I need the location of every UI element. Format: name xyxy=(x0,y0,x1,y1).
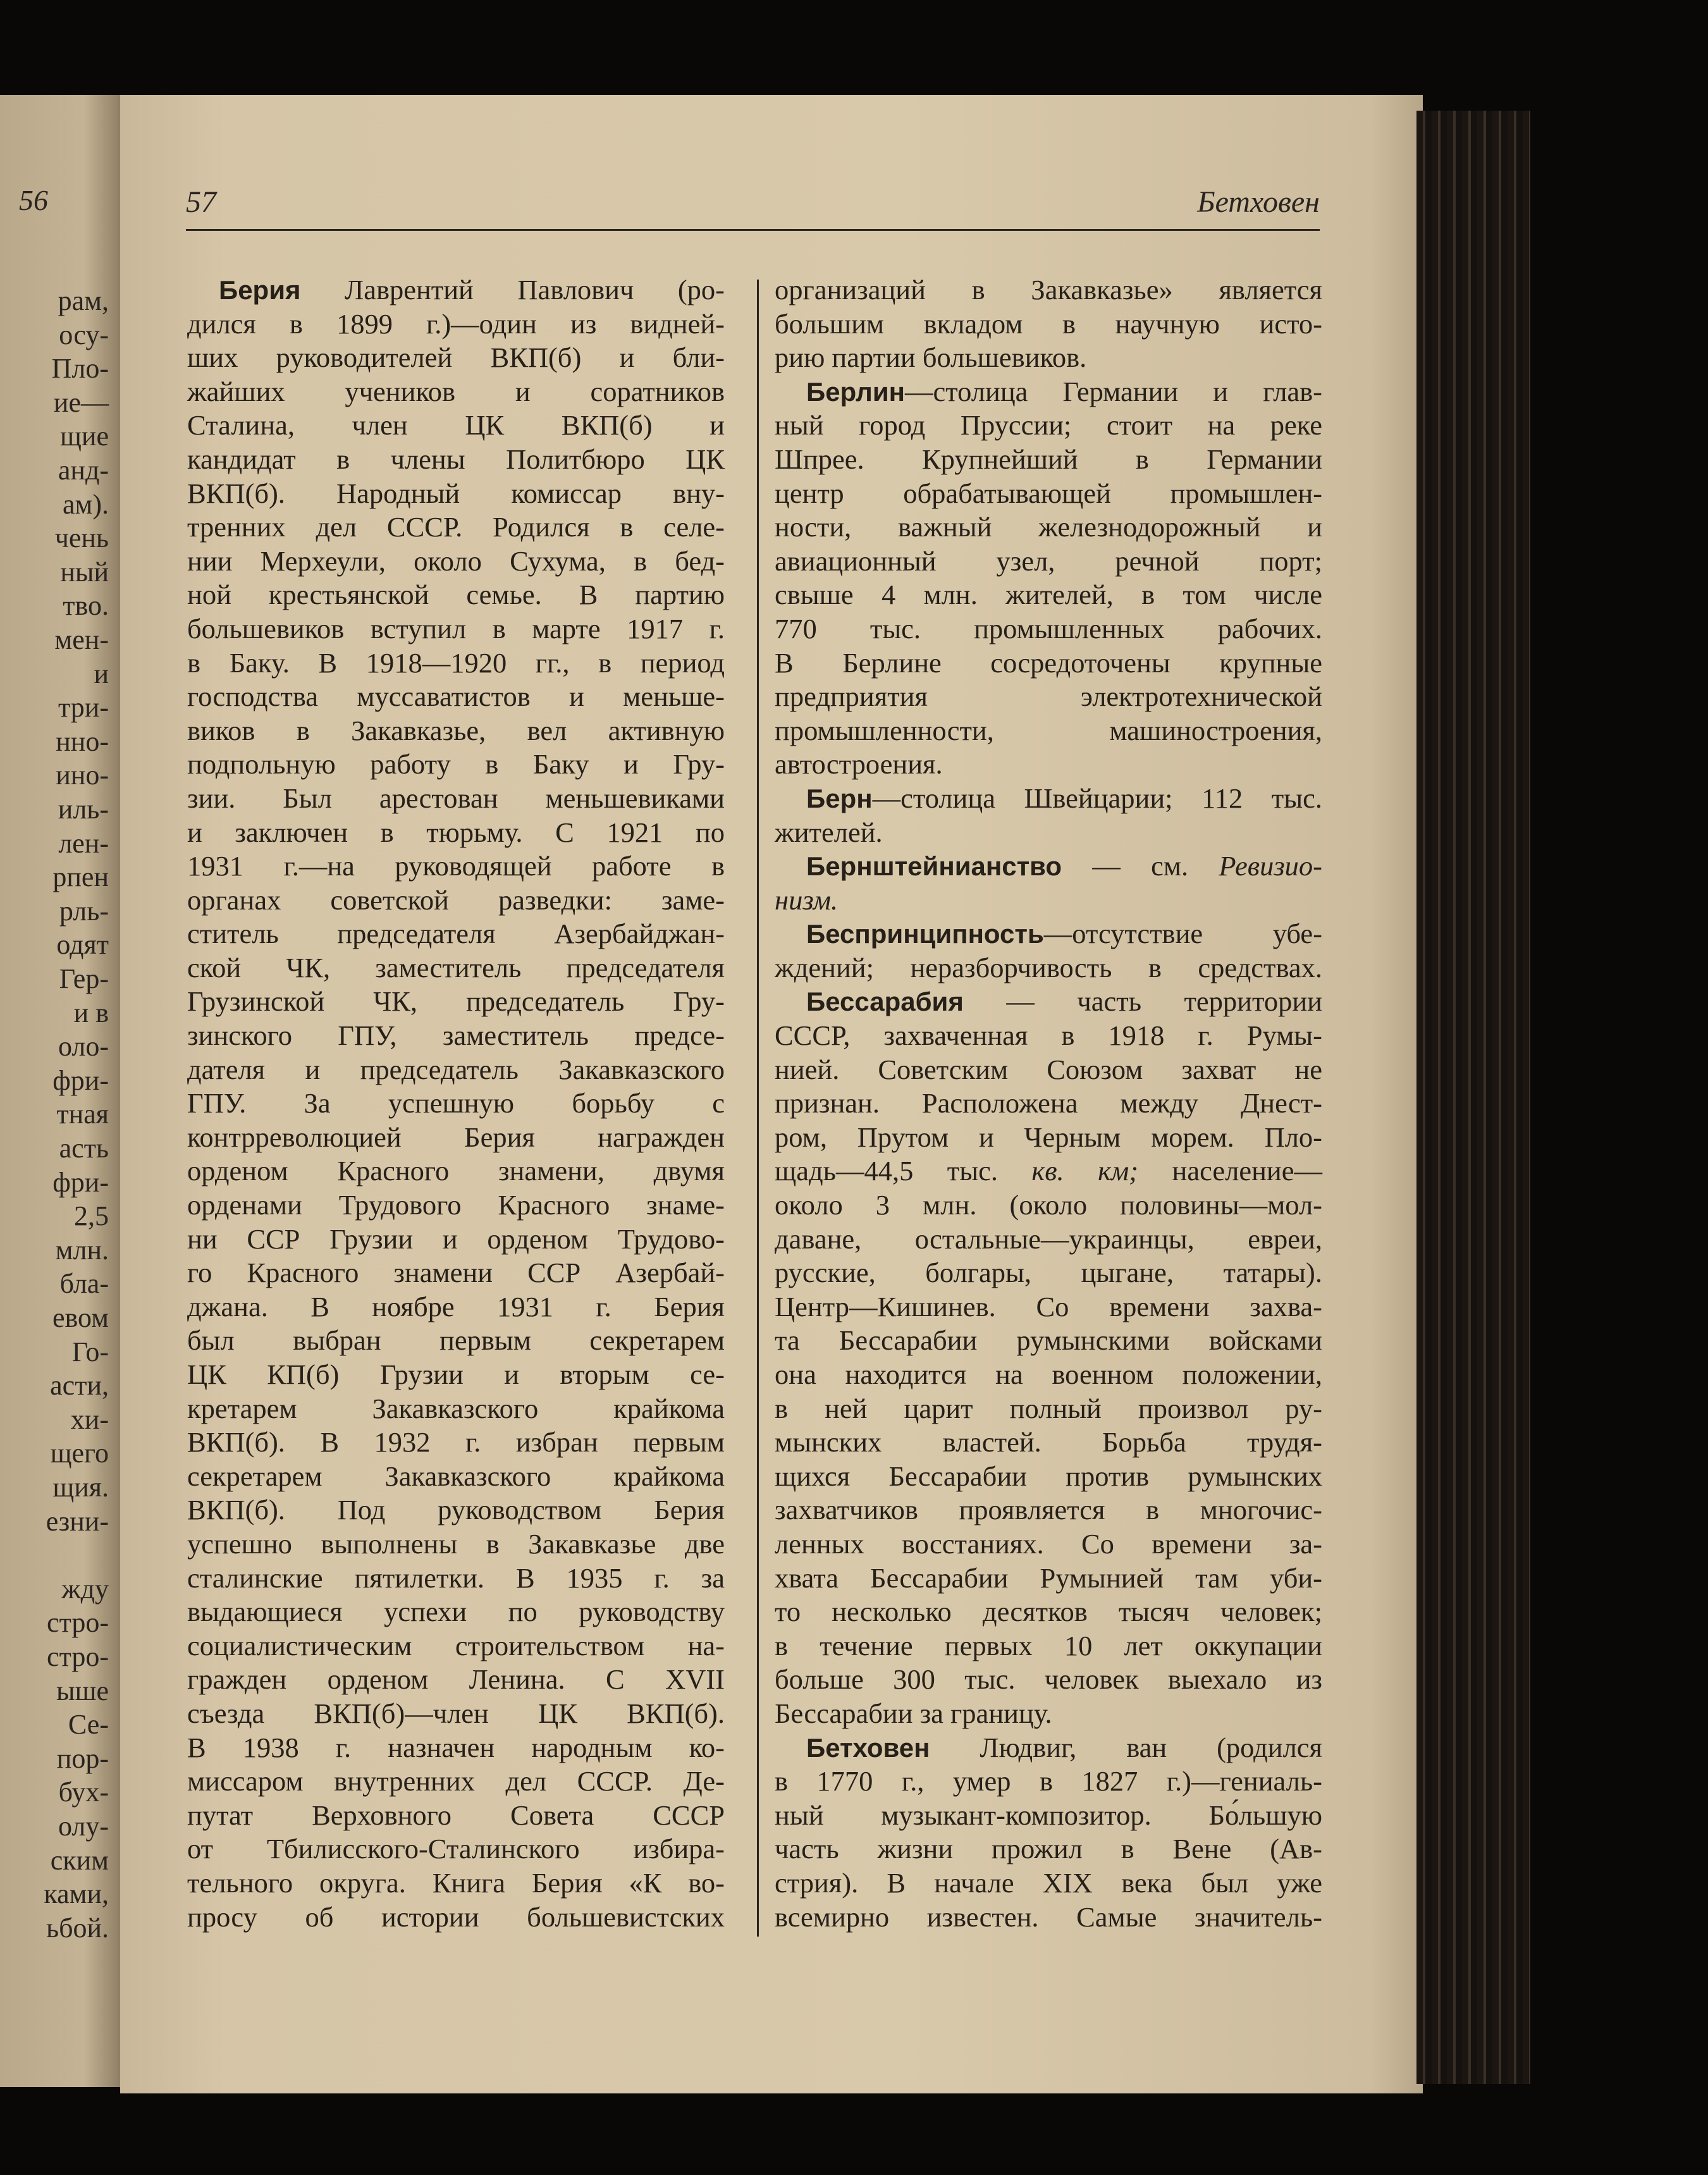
line-text: го Красного знамени ССР Азербай- xyxy=(187,1257,725,1289)
previous-page-fragment: одят xyxy=(56,929,109,961)
line-text: нии Мерхеули, около Сухума, в бед- xyxy=(187,545,725,577)
header-word: Бетховен xyxy=(1197,185,1320,219)
text-line xyxy=(775,917,1322,951)
text-line xyxy=(187,1663,725,1697)
line-text: русские, болгары, цыгане, татары). xyxy=(775,1257,1322,1289)
text-line xyxy=(775,1629,1322,1663)
line-text: Грузинской ЧК, председатель Гру- xyxy=(187,985,725,1018)
line-text: авиационный узел, речной порт; xyxy=(775,545,1322,577)
line-text: ВКП(б). В 1932 г. избран первым xyxy=(187,1426,725,1458)
previous-page-fragment: осу- xyxy=(59,319,109,350)
text-line xyxy=(187,646,725,681)
line-text: признан. Расположена между Днест- xyxy=(775,1087,1322,1119)
text-line xyxy=(187,1053,725,1087)
previous-page-fragment: три- xyxy=(58,692,109,724)
line-text: ГПУ. За успешную борьбу с xyxy=(187,1087,725,1119)
text-line xyxy=(187,680,725,714)
text-line xyxy=(775,1188,1322,1223)
line-text: промышленности, машиностроения, xyxy=(775,714,1322,746)
line-text: ждений; неразборчивость в средствах. xyxy=(775,951,1322,983)
previous-page-fragment: щего xyxy=(50,1438,109,1469)
line-text: щадь—44,5 тыс. xyxy=(775,1155,1032,1187)
previous-page-fragment: пор- xyxy=(56,1742,109,1774)
text-line xyxy=(187,477,725,511)
line-text: большим вкладом в научную исто- xyxy=(775,307,1322,340)
previous-page-fragment: ино- xyxy=(56,760,109,791)
previous-page-fragment: жду xyxy=(61,1573,109,1605)
text-line xyxy=(187,1595,725,1629)
line-text: органах советской разведки: заме- xyxy=(187,884,725,916)
text-line xyxy=(187,849,725,884)
line-text: выдающиеся успехи по руководству xyxy=(187,1596,725,1628)
left-column xyxy=(187,273,725,1934)
text-line xyxy=(775,273,1322,307)
text-line xyxy=(775,1595,1322,1629)
italic-text: Ревизио- xyxy=(1219,850,1322,882)
italic-text: кв. км; xyxy=(1031,1155,1139,1187)
text-line xyxy=(187,1392,725,1426)
text-line xyxy=(775,443,1322,477)
text-line xyxy=(775,1799,1322,1833)
line-text: кретарем Закавказского крайкома xyxy=(187,1392,725,1424)
line-text: от Тбилисского-Сталинского избира- xyxy=(187,1833,725,1865)
line-text: ВКП(б). Народный комиссар вну- xyxy=(187,477,725,509)
line-text: больше 300 тыс. человек выехало из xyxy=(775,1663,1322,1696)
previous-page-fragment: бух- xyxy=(58,1777,109,1808)
text-line xyxy=(775,782,1322,816)
line-text: около 3 млн. (около половины—мол- xyxy=(775,1189,1322,1221)
text-line xyxy=(187,510,725,545)
line-text: Сталина, член ЦК ВКП(б) и xyxy=(187,409,725,441)
text-line xyxy=(775,1663,1322,1697)
previous-page-fragment: асти, xyxy=(50,1370,109,1402)
text-line xyxy=(775,1290,1322,1324)
previous-page-fragment: ьбой. xyxy=(46,1912,109,1944)
line-text: кандидат в члены Политбюро ЦК xyxy=(187,443,725,475)
line-text: дился в 1899 г.)—один из видней- xyxy=(187,307,725,340)
text-line xyxy=(775,951,1322,985)
text-line xyxy=(775,1324,1322,1358)
text-line xyxy=(775,1019,1322,1053)
text-line xyxy=(187,1562,725,1596)
text-line xyxy=(187,1460,725,1494)
line-text: большевиков вступил в марте 1917 г. xyxy=(187,612,725,644)
text-line xyxy=(187,273,725,307)
text-line xyxy=(187,1358,725,1392)
line-text: подпольную работу в Баку и Гру- xyxy=(187,748,725,780)
text-line xyxy=(187,748,725,782)
text-line xyxy=(187,985,725,1019)
text-line xyxy=(187,1527,725,1562)
previous-page-fragment: лен- xyxy=(58,827,109,859)
text-line xyxy=(775,1053,1322,1087)
entry-headword: Бернштейнианство xyxy=(806,851,1062,882)
line-text: ром, Прутом и Черным морем. Пло- xyxy=(775,1121,1322,1153)
line-text: тельного округа. Книга Берия «К во- xyxy=(187,1866,725,1899)
text-line xyxy=(187,951,725,985)
text-line xyxy=(775,1697,1322,1731)
line-text: ленных восстаниях. Со времени за- xyxy=(775,1527,1322,1560)
text-line xyxy=(775,578,1322,612)
text-line xyxy=(187,1901,725,1935)
line-text: нией. Советским Союзом захват не xyxy=(775,1053,1322,1085)
text-line xyxy=(187,1223,725,1257)
line-text: автостроения. xyxy=(775,748,943,780)
column-divider xyxy=(757,280,759,1937)
previous-page-fragment: асть xyxy=(59,1133,109,1164)
line-text: свыше 4 млн. жителей, в том числе xyxy=(775,579,1322,611)
text-line xyxy=(187,1629,725,1663)
text-line xyxy=(187,307,725,342)
previous-page-fragment: щие xyxy=(60,421,109,452)
previous-page-fragment: евом xyxy=(52,1302,109,1333)
text-line xyxy=(775,1901,1322,1935)
text-line xyxy=(775,884,1322,918)
text-line xyxy=(775,1832,1322,1866)
text-line xyxy=(187,1731,725,1765)
previous-page-fragment: мен- xyxy=(54,624,109,655)
text-line xyxy=(187,1426,725,1460)
line-text: ной крестьянской семье. В партию xyxy=(187,579,725,611)
previous-page-fragment: тная xyxy=(56,1099,109,1130)
text-line xyxy=(187,1290,725,1324)
line-text: зии. Был арестован меньшевиками xyxy=(187,782,725,814)
previous-page-fragment: рль- xyxy=(59,895,109,927)
line-text: Лаврентий Павлович (ро- xyxy=(300,274,725,305)
previous-page-fragment: щия. xyxy=(52,1472,109,1503)
text-line xyxy=(775,1121,1322,1155)
text-line xyxy=(775,1866,1322,1901)
previous-page-fragment: иль- xyxy=(58,794,109,825)
line-text: в течение первых 10 лет оккупации xyxy=(775,1629,1322,1661)
line-text: жайших учеников и соратников xyxy=(187,375,725,407)
text-line xyxy=(187,1154,725,1188)
line-text: всемирно известен. Самые значитель- xyxy=(775,1901,1322,1933)
text-line xyxy=(775,409,1322,443)
text-line xyxy=(187,1256,725,1290)
previous-page-fragment: Се- xyxy=(68,1709,109,1741)
text-line xyxy=(187,1765,725,1799)
text-line xyxy=(187,884,725,918)
line-text: дателя и председатель Закавказского xyxy=(187,1053,725,1085)
line-text: предприятия электротехнической xyxy=(775,681,1322,713)
line-text: и заключен в тюрьму. С 1921 по xyxy=(187,816,725,848)
text-line xyxy=(775,1527,1322,1562)
text-line xyxy=(775,341,1322,375)
line-text: социалистическим строительством на- xyxy=(187,1629,725,1661)
line-text: Центр—Кишинев. Со времени захва- xyxy=(775,1290,1322,1322)
line-text: ЦК КП(б) Грузии и вторым се- xyxy=(187,1359,725,1390)
previous-page-fragment: чень xyxy=(54,522,109,554)
line-text: орденами Трудового Красного знаме- xyxy=(187,1189,725,1221)
text-line xyxy=(775,1493,1322,1527)
text-line xyxy=(187,612,725,646)
text-line xyxy=(187,443,725,477)
text-line xyxy=(775,1223,1322,1257)
text-line xyxy=(775,1358,1322,1392)
previous-page-fragment: ам). xyxy=(62,488,109,520)
previous-page-fragment: бла- xyxy=(59,1268,109,1300)
previous-page-fragment: 2,5 xyxy=(74,1200,109,1232)
previous-page-fragment: Го- xyxy=(71,1336,109,1367)
text-line xyxy=(775,646,1322,681)
previous-page-fragment: фри- xyxy=(52,1064,109,1096)
text-line xyxy=(187,1832,725,1866)
line-text: — часть территории xyxy=(963,985,1322,1018)
text-line xyxy=(187,1087,725,1121)
text-line xyxy=(187,816,725,850)
running-head xyxy=(186,185,1320,223)
line-text: жителей. xyxy=(775,816,883,848)
line-text: сталинские пятилетки. В 1935 г. за xyxy=(187,1562,725,1594)
text-line xyxy=(775,1087,1322,1121)
text-line xyxy=(187,1799,725,1833)
text-line xyxy=(775,1256,1322,1290)
line-text: ный музыкант-композитор. Бо́льшую xyxy=(775,1799,1322,1831)
line-text: — см. xyxy=(1062,850,1219,882)
text-line xyxy=(187,1121,725,1155)
previous-page-number: 56 xyxy=(19,184,48,216)
previous-page-fragment: езни- xyxy=(46,1505,109,1537)
line-text: СССР, захваченная в 1918 г. Румы- xyxy=(775,1020,1322,1052)
text-line xyxy=(187,714,725,748)
text-line xyxy=(775,510,1322,545)
line-text: та Бессарабии румынскими войсками xyxy=(775,1324,1322,1357)
previous-page-fragment: ный xyxy=(60,556,109,588)
line-text: население— xyxy=(1138,1155,1322,1187)
entry-headword: Берия xyxy=(219,275,301,305)
text-line xyxy=(775,477,1322,511)
line-text: секретарем Закавказского крайкома xyxy=(187,1460,725,1492)
previous-page-fragment: хи- xyxy=(70,1403,109,1435)
entry-headword: Берн xyxy=(806,783,873,813)
line-text: мынских властей. Борьба трудя- xyxy=(775,1426,1322,1458)
text-line xyxy=(187,409,725,443)
previous-page-fragment: анд- xyxy=(58,455,109,486)
previous-page-fragment: оло- xyxy=(58,1031,109,1063)
line-text: ской ЧК, заместитель председателя xyxy=(187,951,725,983)
line-text: ших руководителей ВКП(б) и бли- xyxy=(187,342,725,374)
line-text: в 1770 г., умер в 1827 г.)—гениаль- xyxy=(775,1765,1322,1797)
text-line xyxy=(775,985,1322,1019)
line-text: ности, важный железнодорожный и xyxy=(775,511,1322,543)
line-text: Бессарабии за границу. xyxy=(775,1697,1052,1729)
previous-page-fragment: тво. xyxy=(63,590,109,622)
line-text: ститель председателя Азербайджан- xyxy=(187,918,725,950)
line-text: в ней царит полный произвол ру- xyxy=(775,1392,1322,1424)
previous-page-fragment: ие— xyxy=(53,386,109,418)
text-line xyxy=(775,1731,1322,1765)
text-line xyxy=(775,748,1322,782)
text-line xyxy=(187,1697,725,1731)
previous-page-fragment: олу- xyxy=(58,1811,109,1842)
line-text: стрия). В начале XIX века был уже xyxy=(775,1866,1322,1899)
previous-page-fragment: и xyxy=(94,658,109,689)
line-text: Шпрее. Крупнейший в Германии xyxy=(775,443,1322,475)
text-line xyxy=(775,680,1322,714)
line-text: в Баку. В 1918—1920 гг., в период xyxy=(187,646,725,679)
text-line xyxy=(775,1562,1322,1596)
text-line xyxy=(187,1188,725,1223)
line-text: орденом Красного знамени, двумя xyxy=(187,1155,725,1187)
text-line xyxy=(775,849,1322,884)
text-line xyxy=(187,1019,725,1053)
line-text: В 1938 г. назначен народным ко- xyxy=(187,1731,725,1763)
line-text: съезда ВКП(б)—член ЦК ВКП(б). xyxy=(187,1697,725,1729)
text-line xyxy=(187,341,725,375)
previous-page-fragment: Гер- xyxy=(59,963,109,994)
line-text: то несколько десятков тысяч человек; xyxy=(775,1596,1322,1628)
right-column xyxy=(775,273,1322,1934)
line-text: был выбран первым секретарем xyxy=(187,1324,725,1357)
text-line xyxy=(775,714,1322,748)
previous-page-fragment: и в xyxy=(73,997,109,1028)
line-text: часть жизни прожил в Вене (Ав- xyxy=(775,1833,1322,1865)
line-text: 1931 г.—на руководящей работе в xyxy=(187,850,725,882)
text-line xyxy=(775,612,1322,646)
line-text: 770 тыс. промышленных рабочих. xyxy=(775,612,1322,644)
previous-page-fragment: ыше xyxy=(56,1675,109,1706)
text-line xyxy=(187,1324,725,1358)
line-text: тренних дел СССР. Родился в селе- xyxy=(187,511,725,543)
line-text: Людвиг, ван (родился xyxy=(930,1731,1322,1763)
line-text: рию партии большевиков. xyxy=(775,342,1087,374)
previous-page-fragment: рпен xyxy=(52,861,109,893)
text-line xyxy=(775,1392,1322,1426)
line-text: щихся Бессарабии против румынских xyxy=(775,1460,1322,1492)
previous-page-fragment: нно- xyxy=(56,725,109,757)
line-text: ВКП(б). Под руководством Берия xyxy=(187,1494,725,1526)
previous-page-fragment: млн. xyxy=(55,1234,109,1266)
entry-headword: Берлин xyxy=(806,376,906,407)
line-text: В Берлине сосредоточены крупные xyxy=(775,646,1322,679)
previous-page-fragment: рам, xyxy=(58,285,109,316)
entry-headword: Бетховен xyxy=(806,1732,930,1763)
text-line xyxy=(187,1866,725,1901)
line-text: просу об истории большевистских xyxy=(187,1901,725,1933)
line-text: зинского ГПУ, заместитель предсе- xyxy=(187,1020,725,1052)
line-text: хвата Бессарабии Румынией там уби- xyxy=(775,1562,1322,1594)
line-text: успешно выполнены в Закавказье две xyxy=(187,1527,725,1560)
text-line xyxy=(775,816,1322,850)
text-line xyxy=(187,375,725,409)
previous-page-fragment: фри- xyxy=(52,1166,109,1198)
entry-headword: Бессарабия xyxy=(806,987,964,1017)
text-line xyxy=(775,1426,1322,1460)
line-text: даване, остальные—украинцы, евреи, xyxy=(775,1223,1322,1255)
line-text: контрреволюцией Берия награжден xyxy=(187,1121,725,1153)
text-line xyxy=(775,1765,1322,1799)
line-text: джана. В ноябре 1931 г. Берия xyxy=(187,1290,725,1322)
text-line xyxy=(187,917,725,951)
text-line xyxy=(775,375,1322,409)
line-text: ни ССР Грузии и орденом Трудово- xyxy=(187,1223,725,1255)
text-line xyxy=(775,1154,1322,1188)
line-text: центр обрабатывающей промышлен- xyxy=(775,477,1322,509)
previous-page-fragment: ками, xyxy=(44,1878,109,1910)
line-text: —столица Германии и глав- xyxy=(905,375,1322,407)
text-line xyxy=(187,578,725,612)
previous-page-fragment: стро- xyxy=(47,1641,109,1672)
previous-page-fragment: стро- xyxy=(47,1607,109,1639)
line-text: гражден орденом Ленина. С XVII xyxy=(187,1663,725,1696)
line-text: —отсутствие убе- xyxy=(1043,918,1322,950)
text-line xyxy=(187,1493,725,1527)
line-text: она находится на военном положении, xyxy=(775,1359,1322,1390)
text-line xyxy=(187,782,725,816)
line-text: организаций в Закавказье» является xyxy=(775,274,1322,305)
line-text: путат Верховного Совета СССР xyxy=(187,1799,725,1831)
text-line xyxy=(775,1460,1322,1494)
italic-text: низм. xyxy=(775,884,839,916)
line-text: виков в Закавказье, вел активную xyxy=(187,714,725,746)
line-text: захватчиков проявляется в многочис- xyxy=(775,1494,1322,1526)
page-block-edge xyxy=(1416,111,1530,2084)
line-text: миссаром внутренних дел СССР. Де- xyxy=(187,1765,725,1797)
page-number: 57 xyxy=(186,185,216,219)
text-line xyxy=(187,545,725,579)
header-rule xyxy=(186,229,1320,231)
previous-page-sliver xyxy=(0,95,120,2087)
line-text: ный город Пруссии; стоит на реке xyxy=(775,409,1322,441)
text-line xyxy=(775,545,1322,579)
entry-headword: Беспринципность xyxy=(806,919,1044,949)
previous-page-fragment: ским xyxy=(50,1844,109,1876)
text-line xyxy=(775,307,1322,342)
previous-page-fragment: Пло- xyxy=(51,353,109,385)
line-text: —столица Швейцарии; 112 тыс. xyxy=(872,782,1322,814)
line-text: господства муссаватистов и меньше- xyxy=(187,681,725,713)
